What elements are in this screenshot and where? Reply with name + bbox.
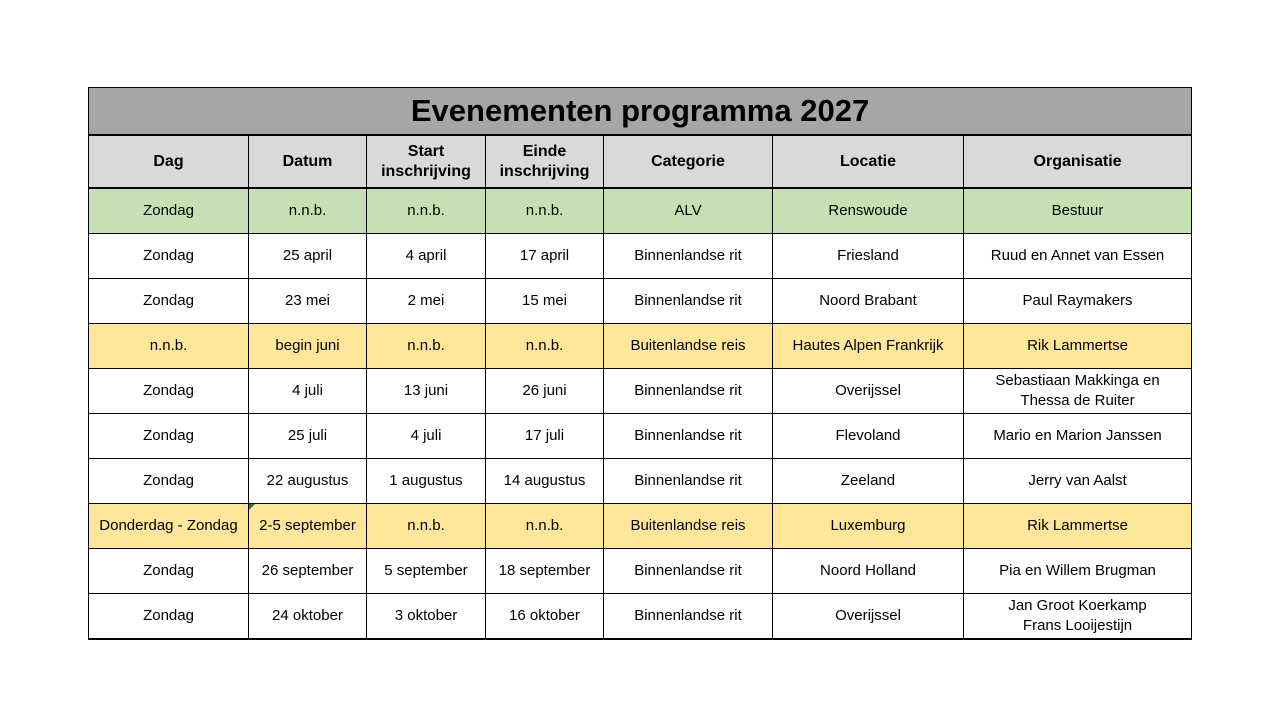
cell-dag[interactable]: Donderdag - Zondag bbox=[89, 504, 249, 549]
cell-organisatie[interactable]: Rik Lammertse bbox=[964, 504, 1192, 549]
table-row bbox=[89, 234, 1192, 279]
cell-einde[interactable]: 18 september bbox=[486, 549, 604, 594]
cell-categorie[interactable]: Buitenlandse reis bbox=[604, 504, 773, 549]
cell-categorie[interactable]: Buitenlandse reis bbox=[604, 324, 773, 369]
cell-datum[interactable]: 24 oktober bbox=[249, 594, 367, 640]
cell-dag[interactable]: Zondag bbox=[89, 369, 249, 414]
cell-categorie[interactable]: ALV bbox=[604, 188, 773, 234]
table-row bbox=[89, 324, 1192, 369]
cell-categorie[interactable]: Binnenlandse rit bbox=[604, 279, 773, 324]
cell-dag[interactable]: n.n.b. bbox=[89, 324, 249, 369]
table-row bbox=[89, 414, 1192, 459]
cell-locatie[interactable]: Renswoude bbox=[773, 188, 964, 234]
cell-datum[interactable]: n.n.b. bbox=[249, 188, 367, 234]
cell-dag[interactable]: Zondag bbox=[89, 279, 249, 324]
cell-start[interactable]: 3 oktober bbox=[367, 594, 486, 640]
cell-start[interactable]: n.n.b. bbox=[367, 324, 486, 369]
cell-einde[interactable]: 26 juni bbox=[486, 369, 604, 414]
cell-start[interactable]: 4 april bbox=[367, 234, 486, 279]
cell-start[interactable]: n.n.b. bbox=[367, 188, 486, 234]
header-einde-inschrijving: Einde inschrijving bbox=[486, 135, 604, 188]
cell-categorie[interactable]: Binnenlandse rit bbox=[604, 549, 773, 594]
cell-datum[interactable]: 26 september bbox=[249, 549, 367, 594]
table-row bbox=[89, 459, 1192, 504]
cell-organisatie[interactable]: Jan Groot Koerkamp Frans Looijestijn bbox=[964, 594, 1192, 640]
cell-start[interactable]: 4 juli bbox=[367, 414, 486, 459]
table-row bbox=[89, 279, 1192, 324]
cell-locatie[interactable]: Overijssel bbox=[773, 369, 964, 414]
cell-categorie[interactable]: Binnenlandse rit bbox=[604, 414, 773, 459]
header-categorie: Categorie bbox=[604, 135, 773, 188]
cell-organisatie[interactable]: Ruud en Annet van Essen bbox=[964, 234, 1192, 279]
cell-locatie[interactable]: Zeeland bbox=[773, 459, 964, 504]
header-start-inschrijving: Start inschrijving bbox=[367, 135, 486, 188]
table-row bbox=[89, 504, 1192, 549]
cell-start[interactable]: 13 juni bbox=[367, 369, 486, 414]
cell-categorie[interactable]: Binnenlandse rit bbox=[604, 369, 773, 414]
cell-locatie[interactable]: Luxemburg bbox=[773, 504, 964, 549]
cell-organisatie[interactable]: Sebastiaan Makkinga en Thessa de Ruiter bbox=[964, 369, 1192, 414]
cell-organisatie[interactable]: Bestuur bbox=[964, 188, 1192, 234]
cell-einde[interactable]: 15 mei bbox=[486, 279, 604, 324]
table-title: Evenementen programma 2027 bbox=[89, 88, 1192, 136]
cell-organisatie[interactable]: Rik Lammertse bbox=[964, 324, 1192, 369]
cell-locatie[interactable]: Noord Brabant bbox=[773, 279, 964, 324]
cell-datum[interactable]: 2-5 september bbox=[249, 504, 367, 549]
cell-dag[interactable]: Zondag bbox=[89, 234, 249, 279]
cell-datum[interactable]: 23 mei bbox=[249, 279, 367, 324]
cell-start[interactable]: 5 september bbox=[367, 549, 486, 594]
cell-datum[interactable]: 25 juli bbox=[249, 414, 367, 459]
cell-organisatie[interactable]: Jerry van Aalst bbox=[964, 459, 1192, 504]
header-dag: Dag bbox=[89, 135, 249, 188]
cell-organisatie[interactable]: Pia en Willem Brugman bbox=[964, 549, 1192, 594]
cell-datum[interactable]: begin juni bbox=[249, 324, 367, 369]
cell-categorie[interactable]: Binnenlandse rit bbox=[604, 459, 773, 504]
cell-locatie[interactable]: Hautes Alpen Frankrijk bbox=[773, 324, 964, 369]
cell-einde[interactable]: 17 april bbox=[486, 234, 604, 279]
table-row bbox=[89, 594, 1192, 640]
table-row bbox=[89, 549, 1192, 594]
cell-datum[interactable]: 25 april bbox=[249, 234, 367, 279]
cell-start[interactable]: n.n.b. bbox=[367, 504, 486, 549]
table-row bbox=[89, 188, 1192, 234]
cell-einde[interactable]: n.n.b. bbox=[486, 504, 604, 549]
cell-dag[interactable]: Zondag bbox=[89, 594, 249, 640]
cell-einde[interactable]: 16 oktober bbox=[486, 594, 604, 640]
header-datum: Datum bbox=[249, 135, 367, 188]
cell-locatie[interactable]: Overijssel bbox=[773, 594, 964, 640]
events-table bbox=[88, 87, 1192, 640]
header-row bbox=[89, 135, 1192, 188]
cell-einde[interactable]: 17 juli bbox=[486, 414, 604, 459]
header-organisatie: Organisatie bbox=[964, 135, 1192, 188]
table-row bbox=[89, 369, 1192, 414]
cell-datum[interactable]: 22 augustus bbox=[249, 459, 367, 504]
cell-dag[interactable]: Zondag bbox=[89, 188, 249, 234]
table-body bbox=[89, 188, 1192, 639]
cell-dag[interactable]: Zondag bbox=[89, 414, 249, 459]
cell-organisatie[interactable]: Mario en Marion Janssen bbox=[964, 414, 1192, 459]
cell-categorie[interactable]: Binnenlandse rit bbox=[604, 234, 773, 279]
cell-datum[interactable]: 4 juli bbox=[249, 369, 367, 414]
cell-organisatie[interactable]: Paul Raymakers bbox=[964, 279, 1192, 324]
cell-locatie[interactable]: Flevoland bbox=[773, 414, 964, 459]
cell-start[interactable]: 1 augustus bbox=[367, 459, 486, 504]
cell-categorie[interactable]: Binnenlandse rit bbox=[604, 594, 773, 640]
cell-start[interactable]: 2 mei bbox=[367, 279, 486, 324]
cell-einde[interactable]: n.n.b. bbox=[486, 324, 604, 369]
cell-locatie[interactable]: Noord Holland bbox=[773, 549, 964, 594]
cell-einde[interactable]: 14 augustus bbox=[486, 459, 604, 504]
header-locatie: Locatie bbox=[773, 135, 964, 188]
cell-locatie[interactable]: Friesland bbox=[773, 234, 964, 279]
cell-dag[interactable]: Zondag bbox=[89, 549, 249, 594]
cell-einde[interactable]: n.n.b. bbox=[486, 188, 604, 234]
cell-dag[interactable]: Zondag bbox=[89, 459, 249, 504]
